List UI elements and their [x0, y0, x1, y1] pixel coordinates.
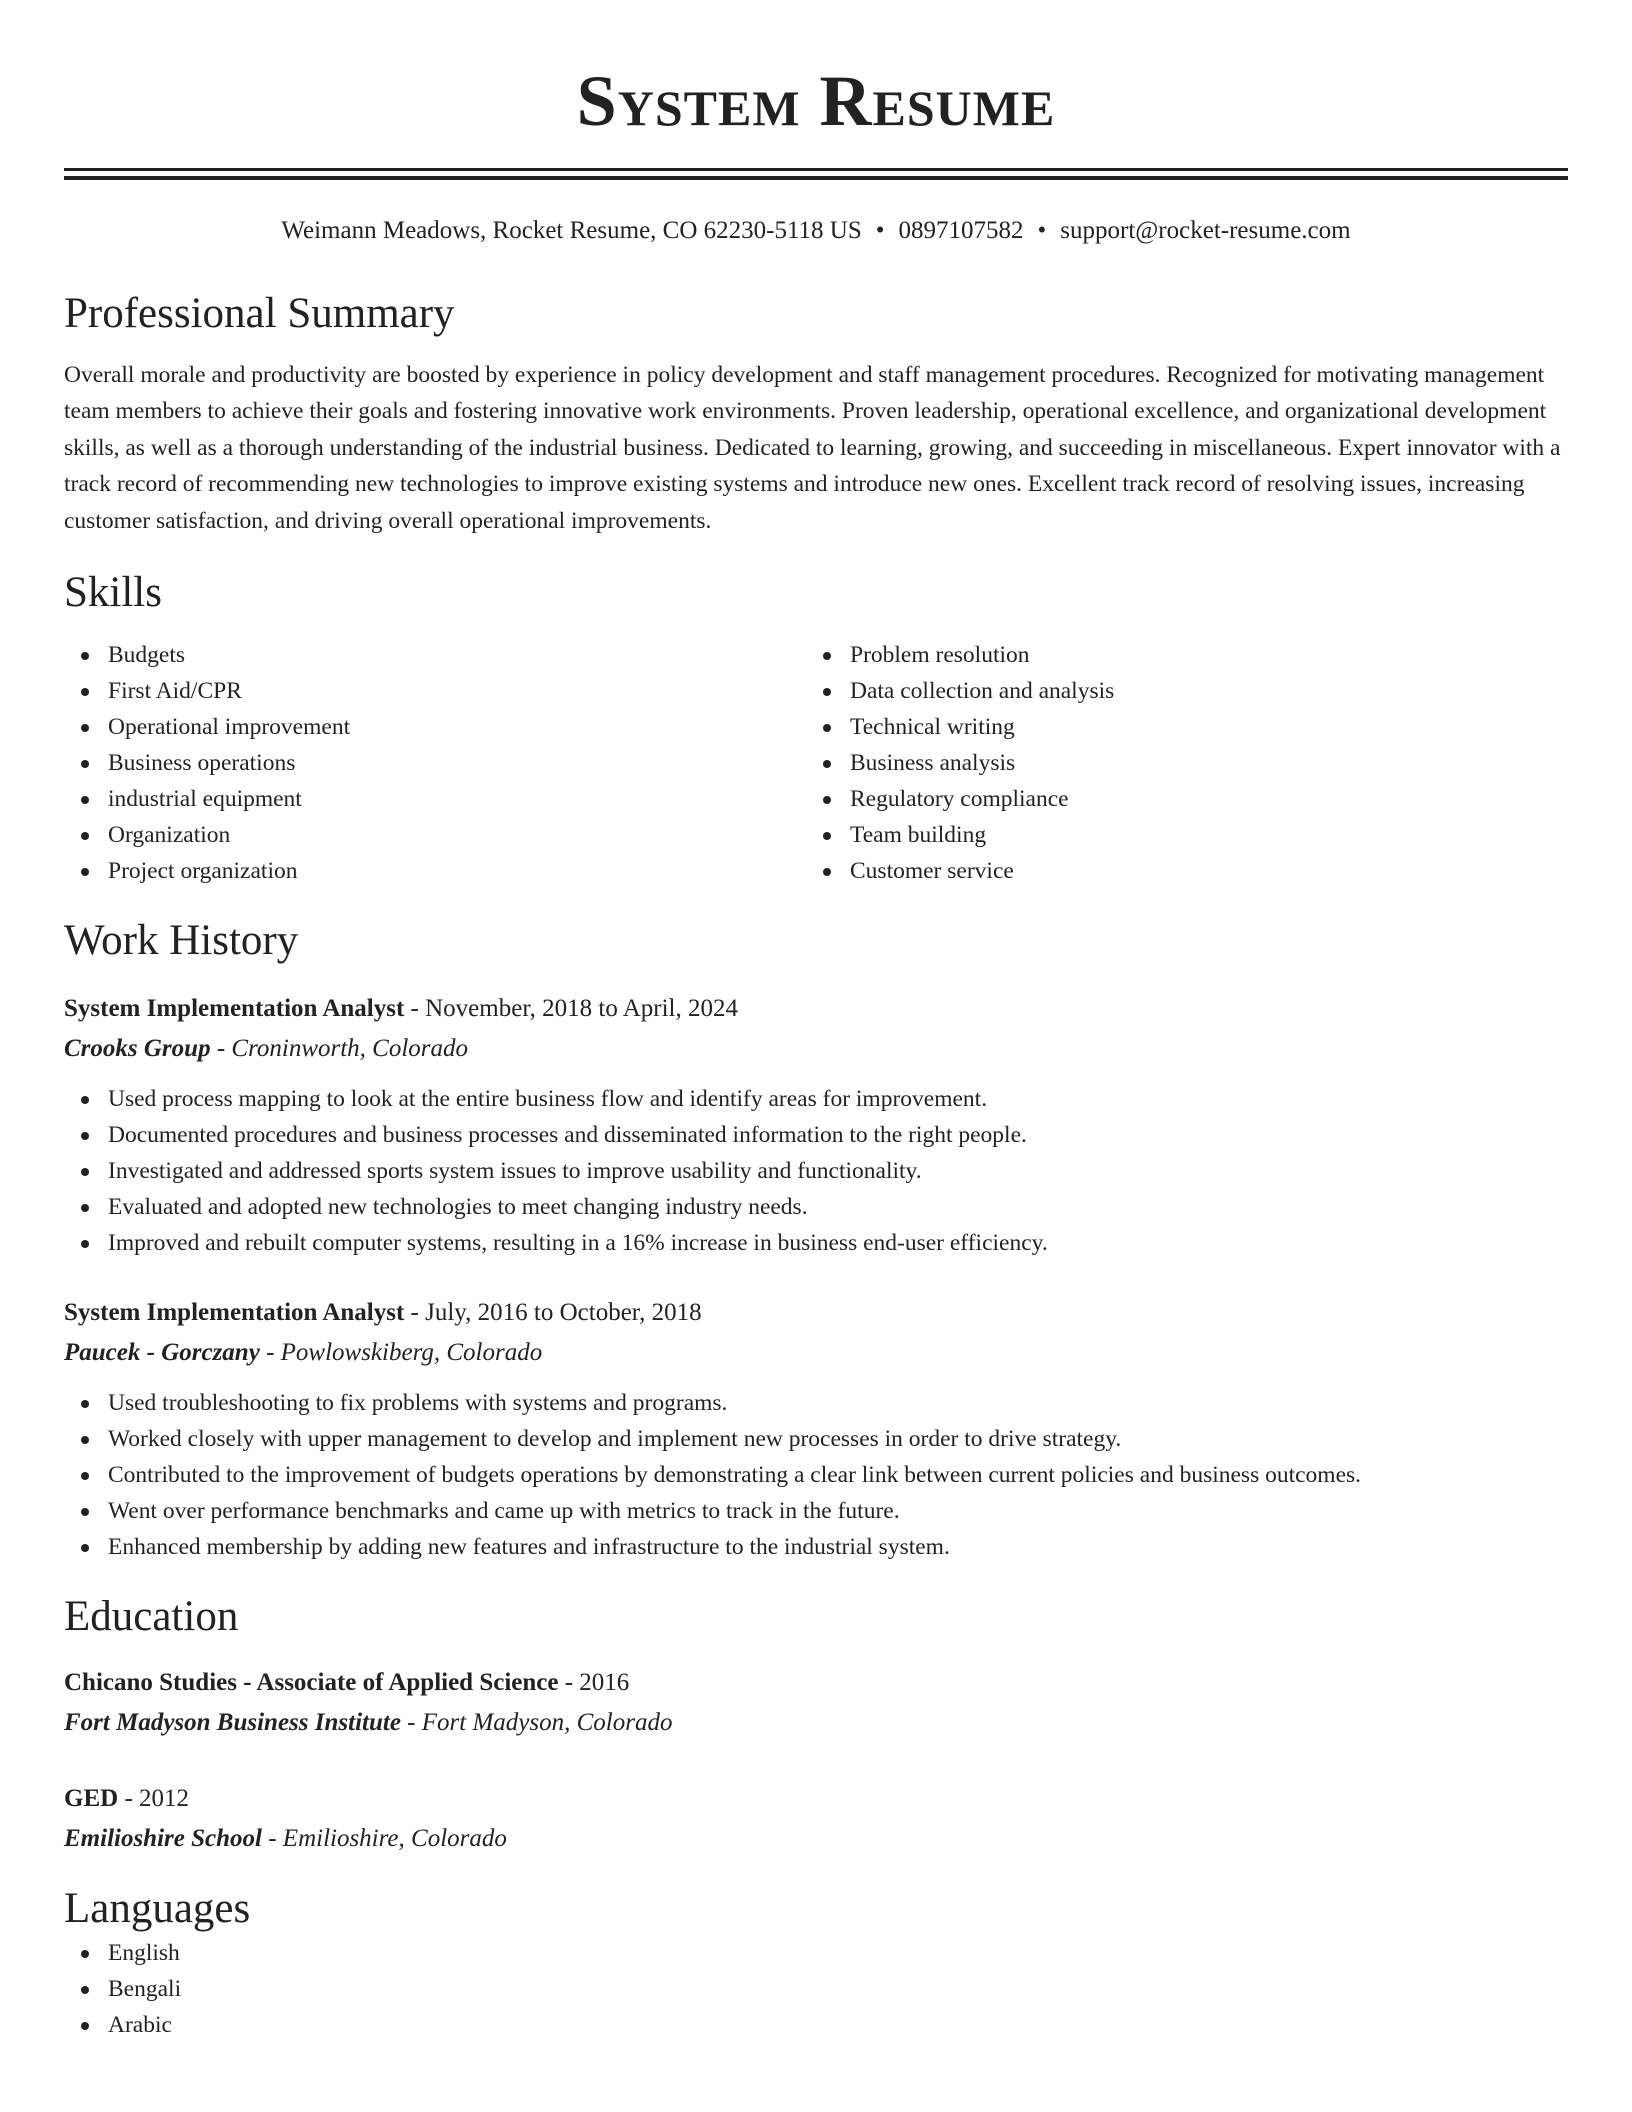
- contact-email: support@rocket-resume.com: [1060, 217, 1351, 244]
- job-duty: Went over performance benchmarks and came up with metrics to track in the future.: [64, 1493, 1568, 1529]
- skill-item: Data collection and analysis: [806, 673, 1548, 709]
- skills-grid: [64, 637, 1568, 889]
- bullet-icon: [823, 796, 831, 804]
- education-degree-line: [64, 1781, 1568, 1817]
- bullet-icon: [81, 1096, 89, 1104]
- skill-item: Budgets: [64, 637, 806, 673]
- job-company-line: [64, 1335, 1568, 1371]
- bullet-icon: [81, 724, 89, 732]
- skills-heading: Skills: [64, 569, 162, 617]
- education-degree-line: [64, 1665, 1568, 1701]
- language-item: English: [64, 1935, 1568, 1971]
- job-dates: - November, 2018 to April, 2024: [404, 995, 738, 1023]
- skill-item: industrial equipment: [64, 781, 806, 817]
- skills-list-right: [806, 637, 1548, 889]
- skill-item: Business analysis: [806, 745, 1548, 781]
- skill-item: Customer service: [806, 853, 1548, 889]
- language-item: Arabic: [64, 2007, 1568, 2043]
- job-entry: [64, 991, 1568, 1261]
- job-dates: - July, 2016 to October, 2018: [404, 1299, 702, 1327]
- job-company: Crooks Group: [64, 1035, 211, 1063]
- job-duty: Worked closely with upper management to develop and implement new processes in order to drive strategy.: [64, 1421, 1568, 1457]
- job-company: Paucek - Gorczany: [64, 1339, 260, 1367]
- bullet-icon: [81, 760, 89, 768]
- bullet-icon: [81, 832, 89, 840]
- bullet-icon: [823, 652, 831, 660]
- job-location: - Powlowskiberg, Colorado: [259, 1339, 543, 1367]
- bullet-icon: [81, 1400, 89, 1408]
- contact-address: Weimann Meadows, Rocket Resume, CO 62230-5118 US: [281, 217, 862, 244]
- education-heading: Education: [64, 1593, 239, 1641]
- job-title-line: [64, 991, 1568, 1027]
- education-year: - 2016: [558, 1669, 630, 1697]
- job-duty: Used process mapping to look at the entire business flow and identify areas for improvement.: [64, 1081, 1568, 1117]
- bullet-icon: [81, 1168, 89, 1176]
- job-duty: Enhanced membership by adding new features and infrastructure to the industrial system.: [64, 1529, 1568, 1565]
- skill-item: Technical writing: [806, 709, 1548, 745]
- resume-page: [64, 0, 1568, 2043]
- bullet-icon: [823, 760, 831, 768]
- job-duties-list: [64, 1385, 1568, 1565]
- education-degree: Chicano Studies - Associate of Applied Science: [64, 1669, 559, 1697]
- job-role: System Implementation Analyst: [64, 1299, 405, 1327]
- bullet-icon: [81, 652, 89, 660]
- education-school: Emilioshire School: [64, 1825, 262, 1853]
- bullet-icon: [823, 724, 831, 732]
- contact-separator: •: [1037, 217, 1047, 244]
- skills-column-right: [806, 637, 1548, 889]
- skill-item: Problem resolution: [806, 637, 1548, 673]
- languages-list: [64, 1935, 1568, 2043]
- job-entry: [64, 1295, 1568, 1565]
- job-duty: Documented procedures and business processes and disseminated information to the right people.: [64, 1117, 1568, 1153]
- job-location: - Croninworth, Colorado: [210, 1035, 469, 1063]
- job-duties-list: [64, 1081, 1568, 1261]
- job-duty: Evaluated and adopted new technologies to meet changing industry needs.: [64, 1189, 1568, 1225]
- job-duty: Improved and rebuilt computer systems, resulting in a 16% increase in business end-user efficiency.: [64, 1225, 1568, 1261]
- job-role: System Implementation Analyst: [64, 995, 405, 1023]
- bullet-icon: [81, 2022, 89, 2030]
- job-title-line: [64, 1295, 1568, 1331]
- education-entry: [64, 1781, 1568, 1857]
- languages-heading: Languages: [64, 1885, 251, 1933]
- education-degree: GED: [64, 1785, 119, 1813]
- contact-phone: 0897107582: [898, 217, 1024, 244]
- bullet-icon: [823, 868, 831, 876]
- language-item: Bengali: [64, 1971, 1568, 2007]
- skill-item: Operational improvement: [64, 709, 806, 745]
- education-school-line: [64, 1821, 1568, 1857]
- skill-item: First Aid/CPR: [64, 673, 806, 709]
- work-history-heading: Work History: [64, 917, 299, 965]
- contact-separator: •: [875, 217, 885, 244]
- summary-text: Overall morale and productivity are boosted by experience in policy development and staff management procedures. Recognized for motivating management team members to achieve their goals and fostering innovative work environments. Proven leadership, operational excellence, and organizational development skills, as well as a thorough understanding of the industrial business. Dedicated to learning, growing, and succeeding in miscellaneous. Expert innovator with a track record of recommending new technologies to improve existing systems and introduce new ones. Excellent track record of resolving issues, increasing customer satisfaction, and driving overall operational improvements.: [64, 362, 1561, 534]
- skills-list-left: [64, 637, 806, 889]
- job-duty: Used troubleshooting to fix problems with systems and programs.: [64, 1385, 1568, 1421]
- bullet-icon: [81, 1240, 89, 1248]
- contact-line: [64, 214, 1568, 248]
- education-year: - 2012: [118, 1785, 190, 1813]
- skill-item: Organization: [64, 817, 806, 853]
- title-divider-bottom: [64, 176, 1568, 180]
- education-school-line: [64, 1705, 1568, 1741]
- bullet-icon: [81, 1132, 89, 1140]
- bullet-icon: [823, 688, 831, 696]
- job-duty: Investigated and addressed sports system issues to improve usability and functionality.: [64, 1153, 1568, 1189]
- bullet-icon: [81, 796, 89, 804]
- bullet-icon: [81, 1204, 89, 1212]
- summary-heading: Professional Summary: [64, 290, 455, 337]
- bullet-icon: [81, 688, 89, 696]
- resume-title: System Resume: [576, 61, 1056, 141]
- bullet-icon: [81, 868, 89, 876]
- skill-item: Regulatory compliance: [806, 781, 1548, 817]
- skills-column-left: [64, 637, 806, 889]
- bullet-icon: [81, 1544, 89, 1552]
- bullet-icon: [81, 1508, 89, 1516]
- education-location: - Fort Madyson, Colorado: [400, 1709, 673, 1737]
- education-school: Fort Madyson Business Institute: [64, 1709, 401, 1737]
- job-duty: Contributed to the improvement of budgets operations by demonstrating a clear link between current policies and business outcomes.: [64, 1457, 1568, 1493]
- education-location: - Emilioshire, Colorado: [261, 1825, 507, 1853]
- job-company-line: [64, 1031, 1568, 1067]
- skill-item: Project organization: [64, 853, 806, 889]
- bullet-icon: [823, 832, 831, 840]
- education-entry: [64, 1665, 1568, 1741]
- bullet-icon: [81, 1436, 89, 1444]
- skill-item: Business operations: [64, 745, 806, 781]
- bullet-icon: [81, 1950, 89, 1958]
- title-divider-top: [64, 168, 1568, 171]
- bullet-icon: [81, 1472, 89, 1480]
- bullet-icon: [81, 1986, 89, 1994]
- skill-item: Team building: [806, 817, 1548, 853]
